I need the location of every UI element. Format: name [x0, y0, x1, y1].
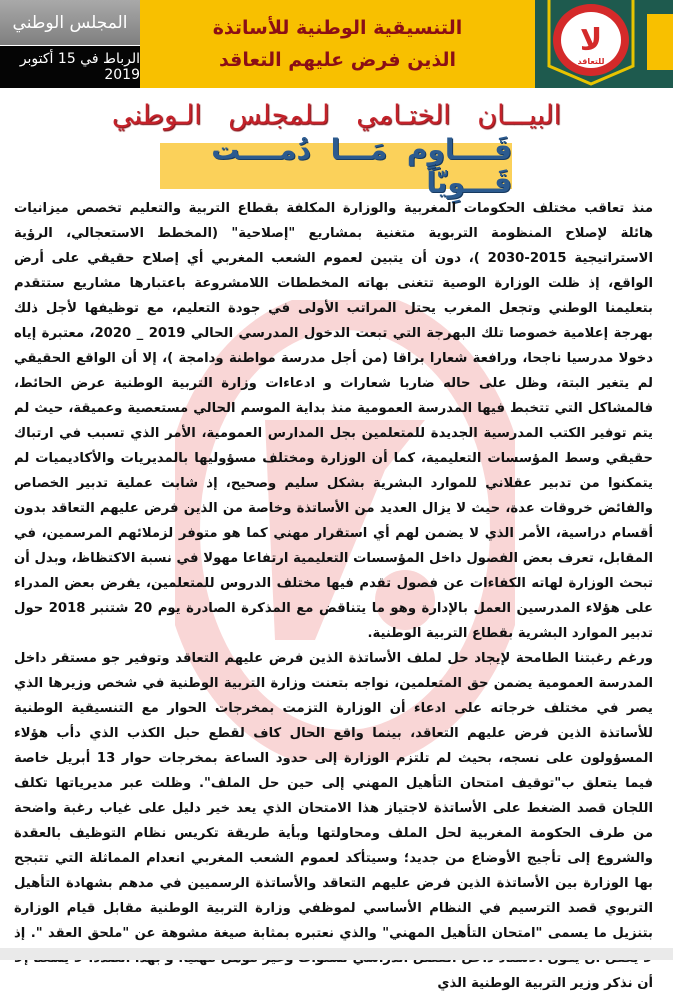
statement-body [14, 196, 653, 996]
page-bottom-edge [0, 948, 673, 960]
logo-sub-text: للتعاقد [577, 57, 605, 66]
logo-main-glyph: لا [579, 23, 603, 58]
organization-logo-icon [535, 0, 647, 88]
document-title: البيـــان الختـامي لـلمجلس الـوطني [111, 100, 562, 131]
slogan-text: قَــــاوِم مَـــا دُمــــت قَـــوِيّاً [211, 133, 512, 199]
organization-line-2: الذين فرض عليهم التعاقد [218, 49, 457, 71]
logo-side-band [644, 14, 673, 70]
organization-name [140, 0, 535, 88]
document-header [0, 0, 673, 88]
date-label: الرباط في 15 أكتوبر 2019 [0, 46, 140, 88]
paragraph-2: ورغم رغبتنا الطامحة لإيجاد حل لملف الأساتذة الذين فرض عليهم التعاقد وتوفير جو مستقر داخل المدرسة العمومية يضمن حق المتعلمين، نواجه بتعنت وزارة التربية الوطنية في شخص وزيرها الذي يصر في مختلف خرجاته على ادعاء أن الوزارة التزمت بمخرجات الحوار مع التنسيقية الوطنية للأساتذة الذين فرض عليهم التعاقد، بينما واقع الحال كاف لقطع حبل الكذب الذي دأب هؤلاء المسؤولون على نسجه، بحيث لم تلتزم الوزارة إلى حدود الساعة بمخرجات حوار 13 أبريل خاصة فيما يتعلق ب"توقيف امتحان التأهيل المهني إلى حين حل الملف". وظلت عبر مديرياتها تكلف اللجان قصد الضغط على الأساتذة لاجتياز هذا الامتحان الذي يعد خير دليل على غياب رغبة واضحة من طرف الحكومة المغربية لحل الملف ومحاولتها وبأية طريقة تكريس نظام التوظيف بالعقدة والشروع إلى تأجيج الأوضاع من جديد؛ وسيتأكد لعموم الشعب المغربي انعدام المماثلة التي تتبجح بها الوزارة بين الأساتذة الذين فرض عليهم التعاقد والأساتذة الرسميين في مدهم بشهادة التأهيل التربوي قصد الترسيم في النظام الأساسي لموظفي وزارة التربية الوطنية مقابل قيام الوزارة بتنزيل ما يسمى "امتحان التأهيل المهني" والذي نعتبره بمثابة صيغة مشوهة عن "ملحق العقد ". إذ أن نذكر وزير التربية الوطنية الذي [14, 651, 654, 991]
council-date-block [0, 0, 140, 88]
organization-line-1: التنسيقية الوطنية للأساتذة [212, 17, 463, 39]
council-label: المجلس الوطني [0, 0, 140, 45]
slogan-banner [160, 133, 512, 199]
logo-block [535, 0, 673, 88]
paragraph-1: منذ تعاقب مختلف الحكومات المغربية والوزارة المكلفة بقطاع التربية والتعليم تخصص ميزانيات هائلة لإصلاح المنظومة التربوية متغنية بمشاريع "إصلاحية" (المخطط الاستعجالي، الرؤية الاستراتيجية 2015-2030 )، دون أن يتبين لعموم الشعب المغربي أي إصلاح حقيقي على أرض الواقع، إذ ظلت الوزارة الوصية تتغنى بهاته المخططات اللامشروعة باعتبارها مشاريع ستتقدم بتعليمنا الوطني وتجعل المغرب يحتل المراتب الأولى في جودة التعليم، مع توظيفها لأجل ذلك بهرجة إعلامية خصوصا تلك البهرجة التي تبعت الدخول المدرسي الحالي 2019 _ 2020، معتبرة إياه دخولا مدرسيا ناجحا، ورافعة شعارا براقا (من أجل مدرسة مواطنة ودامجة )، إلا أن الواقع الحقيقي لم يتغير البتة، وظل على حاله ضاربا شعارات و ادعاءات وزارة التربية الوطنية عرض الحائط، فالمشاكل التي تتخبط فيها المدرسة العمومية منذ بداية الموسم الحالي مستعصية وعميقة، حيث لم يتم توفير الكتب المدرسية الجديدة للمتعلمين بجل المدارس العمومية، الأمر الذي تسبب في ارتباك حقيقي وسط المؤسسات التعليمية، كما أن الوزارة ومختلف مسؤوليها بالمديريات والأكاديميات لم يتمكنوا من تدبير عقلاني للموارد البشرية بشكل سليم وصحيح، إذ شابت عملية تدبير الخصاص والفائض خروقات عدة، حيث لا يزال العديد من الأساتذة وخاصة من الذين فرض عليهم التعاقد بدون أقسام دراسية، الأمر الذي لا يضمن لهم أي استقرار مهني كما هو متوفر لزملائهم المرسمين، في المقابل، تعرف بعض الفصول داخل المؤسسات التعليمية ارتفاعا مهولا في نسبة الاكتظاظ، وبدل أن تبحث الوزارة لهاته الكفاءات عن فصول تقدم فيها مختلف الدروس للمتعلمين، يفرض بعض المدراء على هؤلاء المدرسين العمل بالإدارة وهو ما يتناقض مع المذكرة الصادرة يوم 20 شتنبر 2018 حول تدبير الموارد البشرية بقطاع التربية الوطنية. [14, 201, 654, 641]
